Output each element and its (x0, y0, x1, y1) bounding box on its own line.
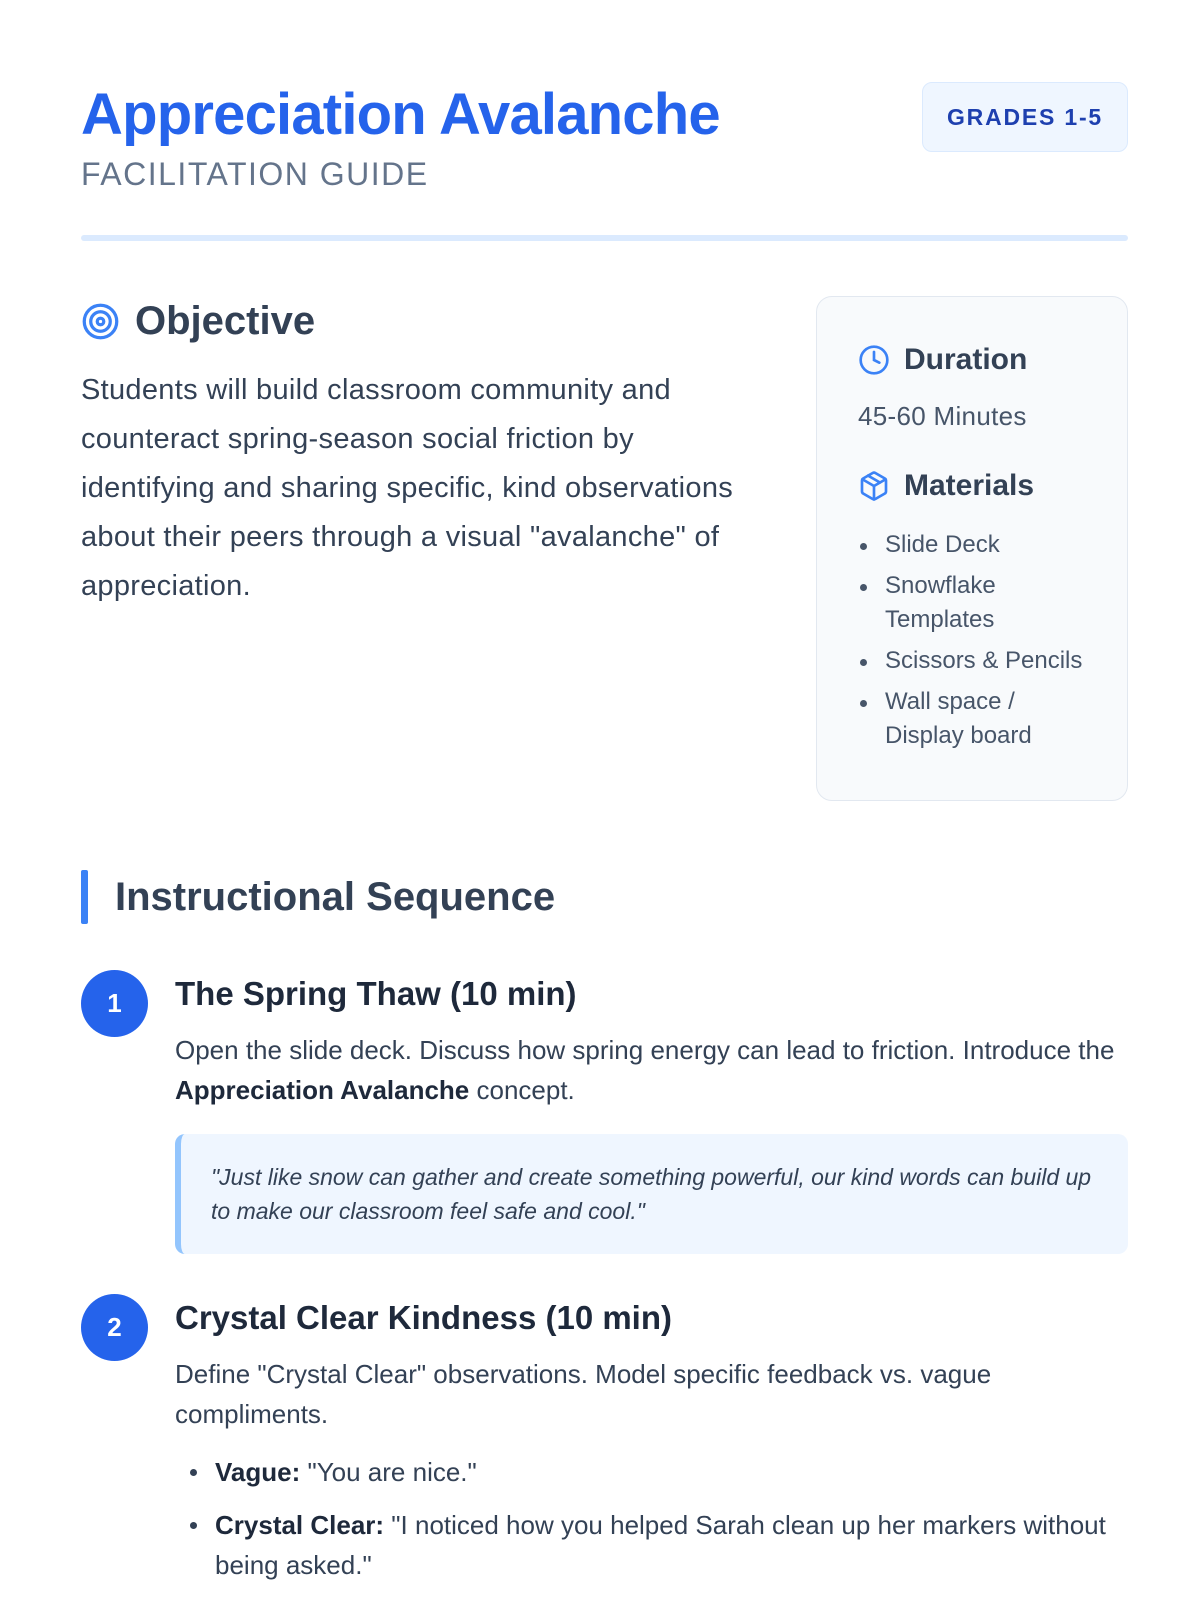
objective-header (81, 296, 771, 346)
duration-value: 45-60 Minutes (858, 401, 1027, 431)
step-text-before: Open the slide deck. Discuss how spring energy can lead to friction. Introduce the (175, 1035, 1115, 1065)
material-item: Wall space / Display board (858, 685, 1099, 753)
material-item: Scissors & Pencils (858, 644, 1099, 678)
step-text-bold: Appreciation Avalanche (175, 1075, 470, 1105)
duration-heading: Duration (904, 343, 1028, 376)
target-icon (81, 302, 120, 341)
sequence-accent-bar (81, 870, 88, 924)
material-item: Snowflake Templates (858, 569, 1099, 637)
page-title: Appreciation Avalanche (81, 82, 720, 147)
box-icon (858, 470, 890, 502)
materials-heading: Materials (904, 469, 1035, 502)
materials-header (858, 466, 1099, 506)
objective-text: Students will build classroom community and counteract spring-season social friction by identifying and sharing specific, kind observations about their peers through a visual "avalanche" of appreciation. (81, 374, 734, 602)
page-subtitle: FACILITATION GUIDE (81, 156, 429, 192)
duration-header (858, 340, 1099, 380)
step-number: 2 (81, 1294, 148, 1361)
header-divider (81, 235, 1128, 241)
objective-heading: Objective (135, 298, 316, 343)
example-text: "You are nice." (300, 1457, 477, 1487)
example-item (215, 1452, 1128, 1492)
step-title: Crystal Clear Kindness (10 min) (175, 1299, 672, 1336)
example-label: Vague: (215, 1457, 301, 1487)
step-body (175, 970, 1128, 1254)
example-label: Crystal Clear: (215, 1510, 385, 1540)
step-quote: "Just like snow can gather and create something powerful, our kind words can build up to make our classroom feel safe and cool." (175, 1134, 1128, 1254)
clock-icon (858, 344, 890, 376)
page-header (81, 78, 1128, 248)
example-item (215, 1505, 1128, 1585)
step-description (175, 1030, 1128, 1110)
sequence-header (81, 870, 555, 924)
grade-badge: GRADES 1-5 (922, 82, 1128, 152)
step-title: The Spring Thaw (10 min) (175, 975, 577, 1012)
example-list (175, 1452, 1128, 1585)
info-card (816, 296, 1128, 801)
step-text-after: concept. (469, 1075, 575, 1105)
step-number: 1 (81, 970, 148, 1037)
step-description: Define "Crystal Clear" observations. Model specific feedback vs. vague compliments. (175, 1359, 992, 1429)
sequence-heading: Instructional Sequence (115, 874, 556, 919)
material-item: Slide Deck (858, 528, 1099, 562)
example-text: "I noticed how you helped Sarah clean up her markers without being asked." (215, 1510, 1106, 1580)
step-body (175, 1294, 1128, 1598)
materials-list (858, 528, 1099, 753)
objective-section (81, 296, 771, 611)
